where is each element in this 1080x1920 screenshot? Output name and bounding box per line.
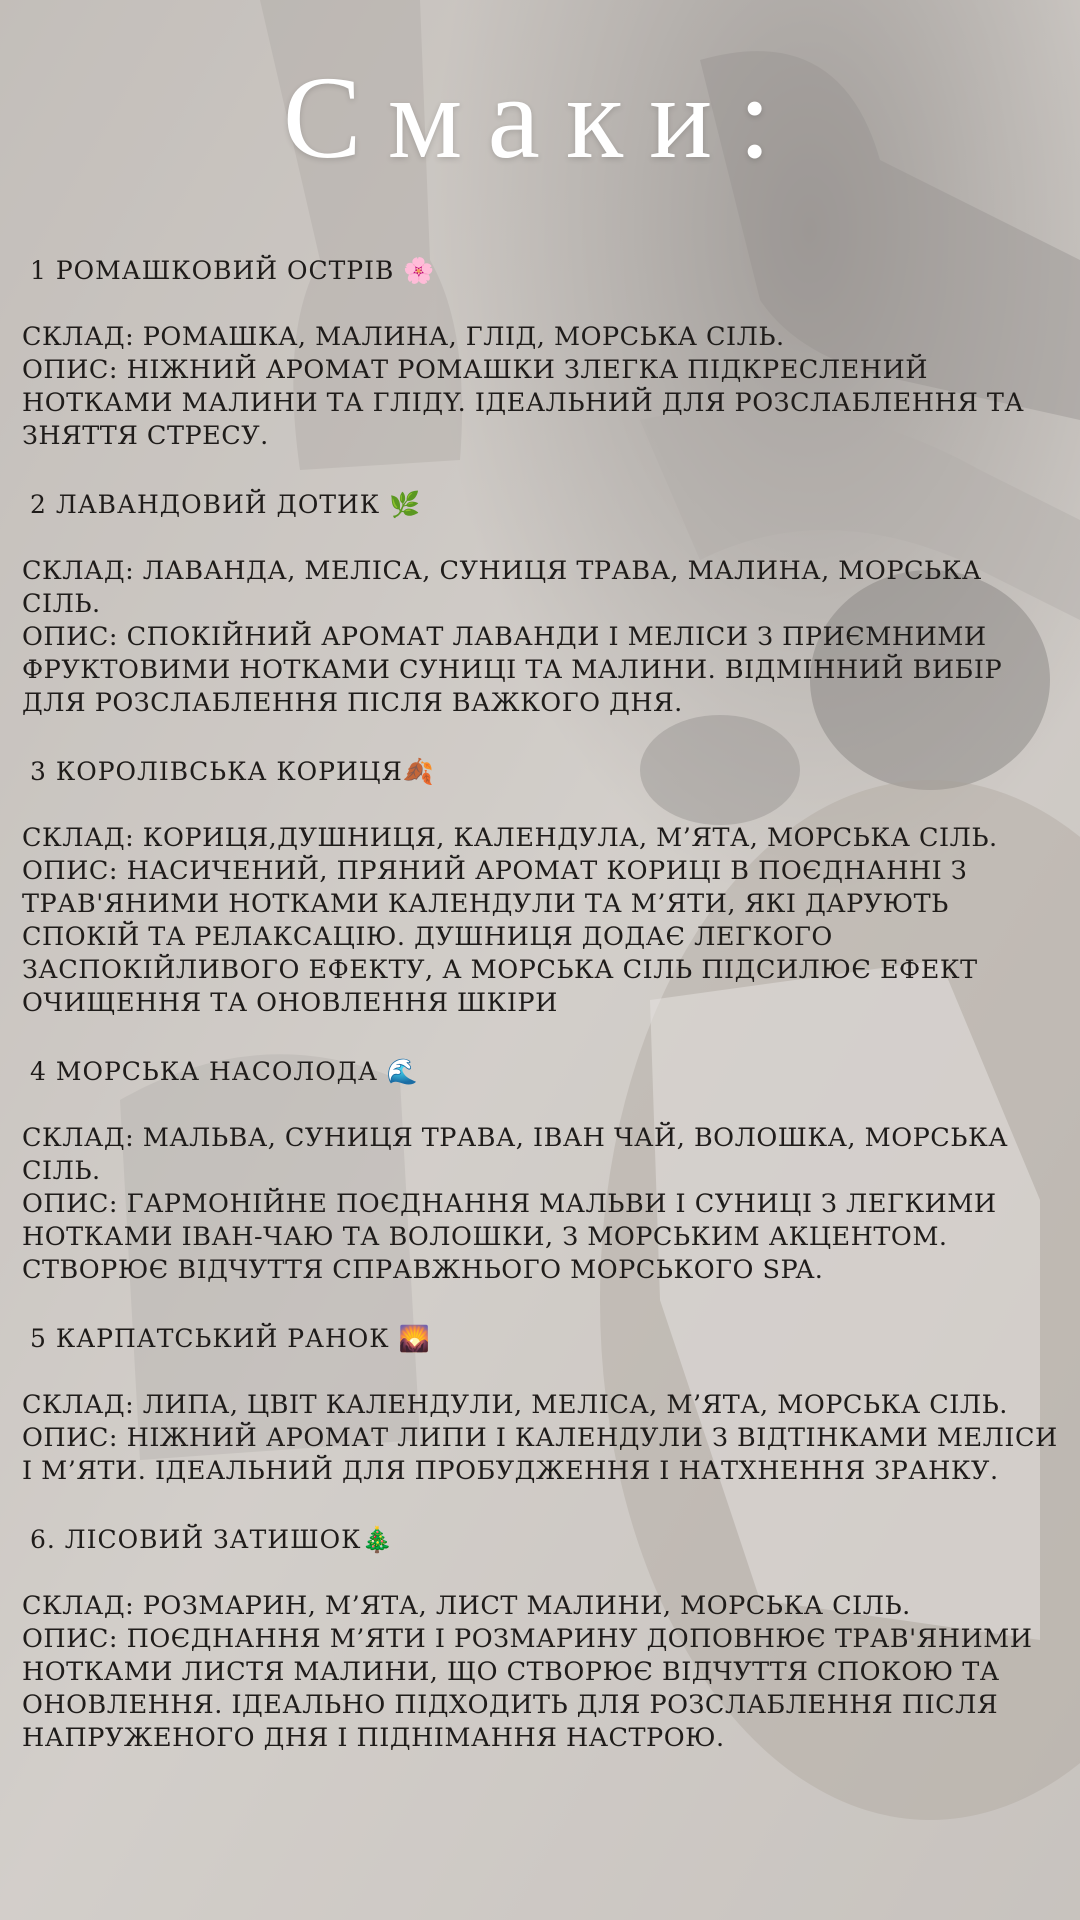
flavor-name: 2 ЛАВАНДОВИЙ ДОТИК 🌿 [30, 490, 422, 519]
flavor-name: 5 КАРПАТСЬКИЙ РАНОК 🌄 [30, 1324, 431, 1353]
page-title: Смаки: [282, 52, 798, 183]
flavor-item [22, 1524, 1062, 1755]
flavor-item [22, 1323, 1062, 1488]
flavor-composition: СКЛАД: ЛАВАНДА, МЕЛІСА, СУНИЦЯ ТРАВА, МАЛИНА, МОРСЬКА СІЛЬ. [22, 556, 982, 619]
flavor-name: 1 РОМАШКОВИЙ ОСТРІВ 🌸 [30, 256, 436, 285]
flavor-item [22, 255, 1062, 453]
flavor-description: ОПИС: ГАРМОНІЙНЕ ПОЄДНАННЯ МАЛЬВИ І СУНИЦІ З ЛЕГКИМИ НОТКАМИ ІВАН-ЧАЮ ТА ВОЛОШКИ, З МОРСЬКИМ АКЦЕНТОМ. СТВОРЮЄ ВІДЧУТТЯ СПРАВЖНЬОГО МОРСЬКОГО SPA. [22, 1189, 997, 1285]
flavor-composition: СКЛАД: КОРИЦЯ,ДУШНИЦЯ, КАЛЕНДУЛА, М’ЯТА, МОРСЬКА СІЛЬ. [22, 823, 998, 853]
flavor-composition: СКЛАД: МАЛЬВА, СУНИЦЯ ТРАВА, ІВАН ЧАЙ, ВОЛОШКА, МОРСЬКА СІЛЬ. [22, 1123, 1009, 1186]
flavor-description: ОПИС: НАСИЧЕНИЙ, ПРЯНИЙ АРОМАТ КОРИЦІ В ПОЄДНАННІ З ТРАВ'ЯНИМИ НОТКАМИ КАЛЕНДУЛИ ТА М’ЯТИ, ЯКІ ДАРУЮТЬ СПОКІЙ ТА РЕЛАКСАЦІЮ. ДУШНИЦЯ ДОДАЄ ЛЕГКОГО ЗАСПОКІЙЛИВОГО ЕФЕКТУ, А МОРСЬКА СІЛЬ ПІДСИЛЮЄ ЕФЕКТ ОЧИЩЕННЯ ТА ОНОВЛЕННЯ ШКІРИ [22, 856, 978, 1018]
flavor-name: 3 КОРОЛІВСЬКА КОРИЦЯ🍂 [30, 757, 435, 786]
flavor-list [22, 255, 1062, 1791]
flavor-item [22, 1056, 1062, 1287]
flavor-composition: СКЛАД: ЛИПА, ЦВІТ КАЛЕНДУЛИ, МЕЛІСА, М’ЯТА, МОРСЬКА СІЛЬ. [22, 1390, 1008, 1420]
flavor-description: ОПИС: НІЖНИЙ АРОМАТ РОМАШКИ ЗЛЕГКА ПІДКРЕСЛЕНИЙ НОТКАМИ МАЛИНИ ТА ГЛІДY. ІДЕАЛЬНИЙ ДЛЯ РОЗСЛАБЛЕННЯ ТА ЗНЯТТЯ СТРЕСУ. [22, 355, 1025, 451]
flavor-composition: СКЛАД: РОМАШКА, МАЛИНА, ГЛІД, МОРСЬКА СІЛЬ. [22, 322, 785, 352]
flavor-description: ОПИС: СПОКІЙНИЙ АРОМАТ ЛАВАНДИ І МЕЛІСИ З ПРИЄМНИМИ ФРУКТОВИМИ НОТКАМИ СУНИЦІ ТА МАЛИНИ. ВІДМІННИЙ ВИБІР ДЛЯ РОЗСЛАБЛЕННЯ ПІСЛЯ ВАЖКОГО ДНЯ. [22, 622, 1003, 718]
flavor-name: 6. ЛІСОВИЙ ЗАТИШОК🎄 [30, 1525, 394, 1554]
flavor-description: ОПИС: ПОЄДНАННЯ М’ЯТИ І РОЗМАРИНУ ДОПОВНЮЄ ТРАВ'ЯНИМИ НОТКАМИ ЛИСТЯ МАЛИНИ, ЩО СТВОРЮЄ ВІДЧУТТЯ СПОКОЮ ТА ОНОВЛЕННЯ. ІДЕАЛЬНО ПІДХОДИТЬ ДЛЯ РОЗСЛАБЛЕННЯ ПІСЛЯ НАПРУЖЕНОГО ДНЯ І ПІДНІМАННЯ НАСТРОЮ. [22, 1624, 1033, 1753]
flavor-composition: СКЛАД: РОЗМАРИН, М’ЯТА, ЛИСТ МАЛИНИ, МОРСЬКА СІЛЬ. [22, 1591, 911, 1621]
flavor-description: ОПИС: НІЖНИЙ АРОМАТ ЛИПИ І КАЛЕНДУЛИ З ВІДТІНКАМИ МЕЛІСИ І М’ЯТИ. ІДЕАЛЬНИЙ ДЛЯ ПРОБУДЖЕННЯ І НАТХНЕННЯ ЗРАНКУ. [22, 1423, 1058, 1486]
flavor-item [22, 489, 1062, 720]
flavor-item [22, 756, 1062, 1020]
flavor-name: 4 МОРСЬКА НАСОЛОДА 🌊 [30, 1057, 420, 1086]
